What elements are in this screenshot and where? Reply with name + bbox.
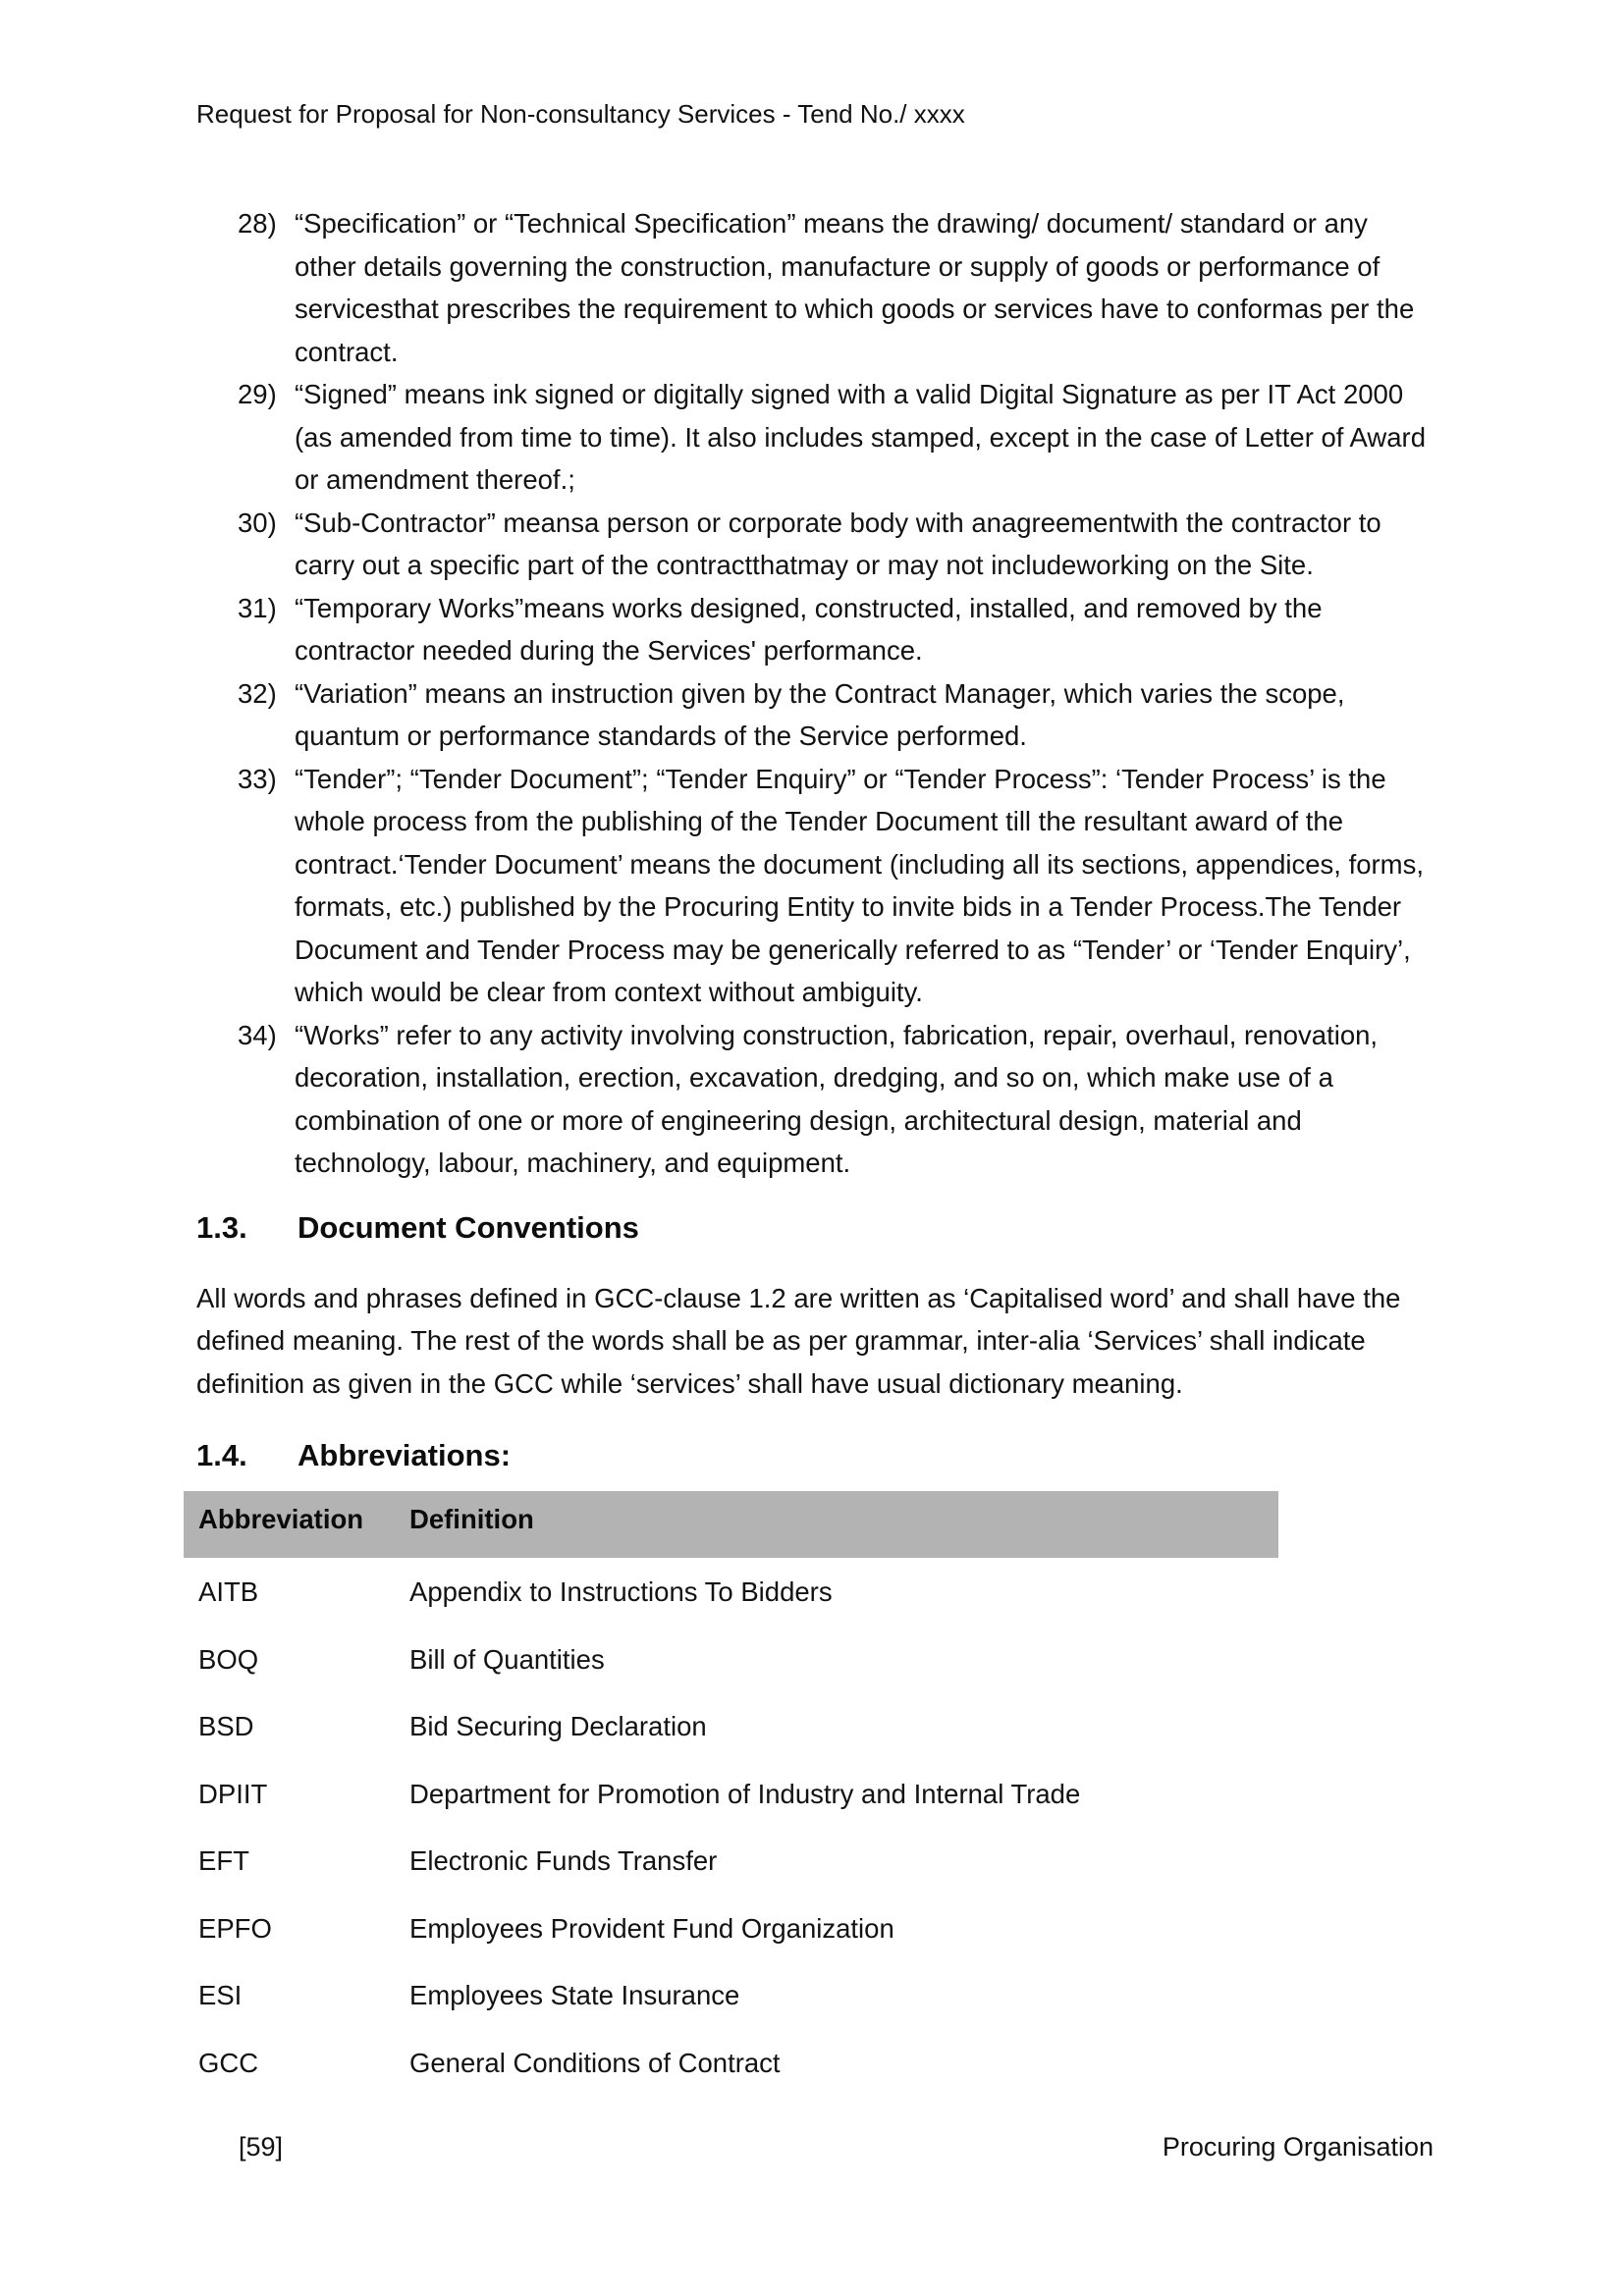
list-item-number: 29) [238, 379, 277, 409]
document-body [196, 202, 1428, 2096]
column-header-definition: Definition [409, 1504, 534, 1534]
abbreviation-cell: GCC [198, 2047, 259, 2078]
list-item-text: “Specification” or “Technical Specification” means the drawing/ document/ standard or any other details governing the construction, manufacture or supply of goods or performance of servicesthat prescribes the requirement to which goods or services have to conformas per the contract. [295, 208, 1415, 367]
abbreviation-cell: ESI [198, 1980, 243, 2010]
abbreviations-table [184, 1491, 1278, 2096]
definition-cell: Employees State Insurance [409, 1980, 740, 2010]
list-item-number: 34) [238, 1019, 277, 1050]
table-header-row [184, 1491, 1278, 1558]
column-header-abbreviation: Abbreviation [198, 1504, 364, 1534]
list-item-number: 31) [238, 592, 277, 623]
list-item [196, 758, 1428, 1014]
list-item-text: “Temporary Works”means works designed, constructed, installed, and removed by the contractor needed during the Services' performance. [295, 592, 1323, 666]
list-item [196, 373, 1428, 502]
list-item [196, 202, 1428, 373]
list-item [196, 502, 1428, 587]
table-row [184, 1961, 1278, 2029]
list-item-text: “Sub-Contractor” meansa person or corporate body with anagreementwith the contractor to carry out a specific part of the contractthatmay or may not includeworking on the Site. [295, 507, 1381, 580]
definition-cell: Bid Securing Declaration [409, 1711, 707, 1741]
section-heading-1-3 [196, 1206, 1428, 1250]
definitions-list [196, 202, 1428, 1185]
abbreviation-cell: BOQ [198, 1643, 259, 1675]
table-row [184, 1558, 1278, 1626]
table-row [184, 1827, 1278, 1895]
list-item-number: 32) [238, 677, 277, 709]
table-row [184, 1626, 1278, 1693]
list-item-text: “Tender”; “Tender Document”; “Tender Enquiry” or “Tender Process”: ‘Tender Process’ is the whole process from the publishing of the Tender Document till the resultant award of the contract.‘Tender Document’ means the document (including all its sections, appendices, forms, formats, etc.) published by the Procuring Entity to invite bids in a Tender Process.The Tender Document and Tender Process may be generically referred to as “Tender’ or ‘Tender Enquiry’, which would be clear from context without ambiguity. [295, 763, 1424, 1007]
page-number: [59] [239, 2132, 284, 2162]
list-item [196, 672, 1428, 758]
section-number: 1.4. [196, 1438, 247, 1472]
definition-cell: General Conditions of Contract [409, 2047, 781, 2078]
section-heading-1-4 [196, 1434, 1428, 1477]
definition-cell: Electronic Funds Transfer [409, 1845, 718, 1876]
section-number: 1.3. [196, 1209, 247, 1245]
footer-organisation-label: Procuring Organisation [1162, 2132, 1434, 2162]
section-1-3-paragraph: All words and phrases defined in GCC-clause 1.2 are written as ‘Capitalised word’ and shall have the defined meaning. The rest of the words shall be as per grammar, inter-alia ‘Services’ shall indicate definition as given in the GCC while ‘services’ shall have usual dictionary meaning. [196, 1282, 1401, 1399]
definition-cell: Appendix to Instructions To Bidders [409, 1576, 833, 1607]
definition-cell: Bill of Quantities [409, 1643, 605, 1675]
definition-cell: Employees Provident Fund Organization [409, 1912, 894, 1944]
abbreviation-cell: BSD [198, 1711, 254, 1741]
list-item-text: “Works” refer to any activity involving construction, fabrication, repair, overhaul, renovation, decoration, installation, erection, excavation, dredging, and so on, which make use of a combination of one or more of engineering design, architectural design, material and technology, labour, machinery, and equipment. [295, 1019, 1379, 1178]
list-item [196, 587, 1428, 672]
list-item-number: 33) [238, 763, 277, 794]
table-row [184, 2029, 1278, 2097]
abbreviation-cell: EPFO [198, 1912, 272, 1944]
table-row [184, 1760, 1278, 1828]
section-title: Document Conventions [298, 1209, 639, 1245]
abbreviation-cell: EFT [198, 1845, 249, 1876]
abbreviation-cell: DPIIT [198, 1778, 268, 1809]
list-item-text: “Signed” means ink signed or digitally signed with a valid Digital Signature as per IT Act 2000 (as amended from time to time). It also includes stamped, except in the case of Letter of Award or amendment thereof.; [295, 379, 1427, 495]
abbreviation-cell: AITB [198, 1576, 259, 1607]
list-item-text: “Variation” means an instruction given by the Contract Manager, which varies the scope, quantum or performance standards of the Service performed. [295, 677, 1345, 751]
list-item-number: 30) [238, 507, 277, 538]
page-header: Request for Proposal for Non-consultancy Services - Tend No./ xxxx [196, 99, 965, 129]
list-item-number: 28) [238, 208, 277, 239]
section-title: Abbreviations: [298, 1438, 512, 1472]
table-row [184, 1895, 1278, 1962]
list-item [196, 1014, 1428, 1185]
table-row [184, 1692, 1278, 1760]
definition-cell: Department for Promotion of Industry and Internal Trade [409, 1778, 1081, 1809]
page-footer [196, 2132, 1434, 2163]
